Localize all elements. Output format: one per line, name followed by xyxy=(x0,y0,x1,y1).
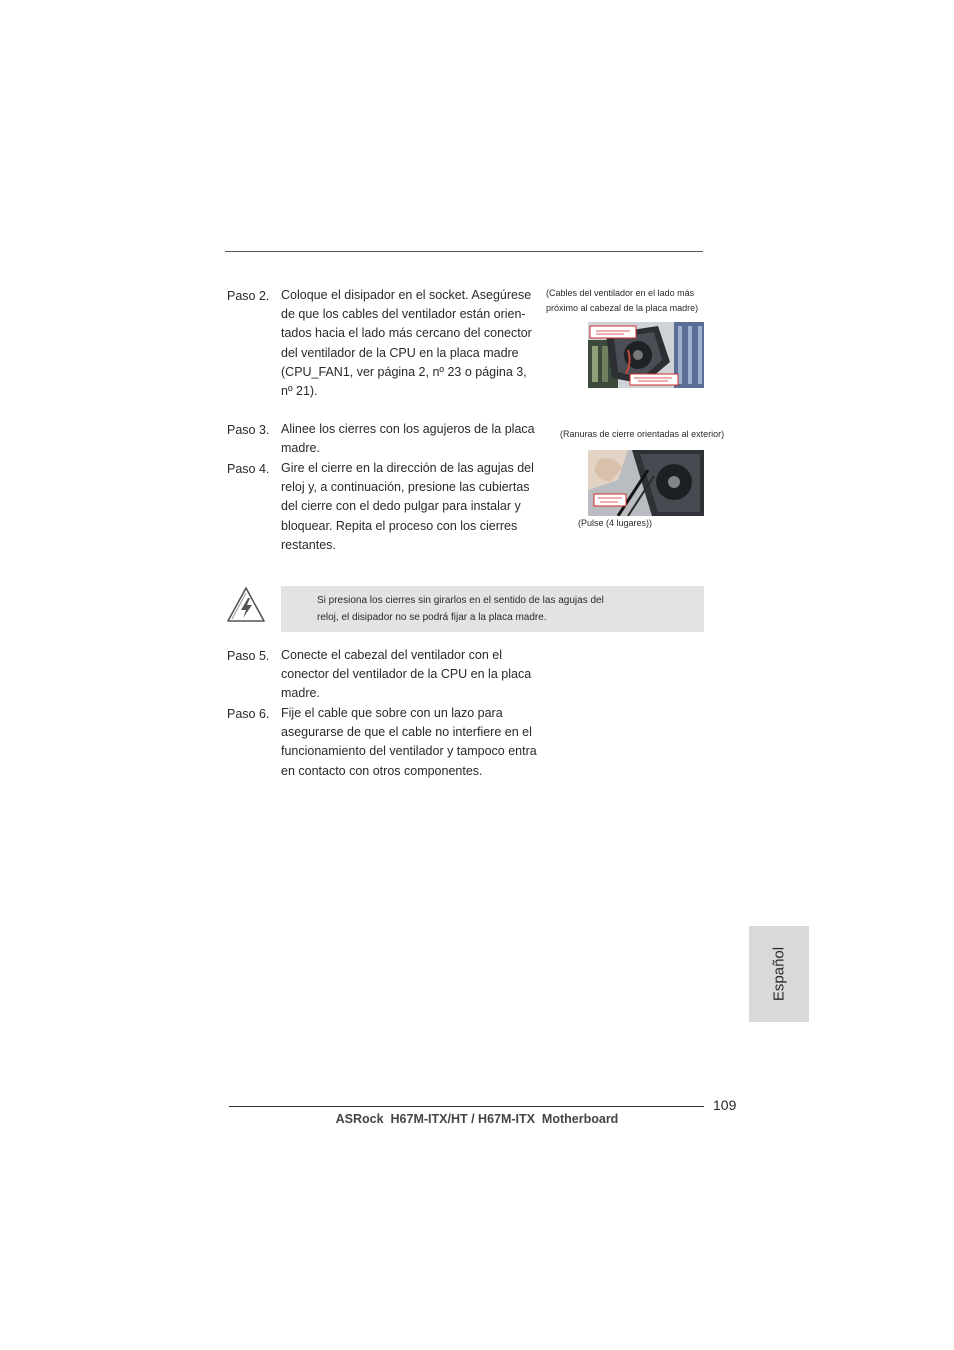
step-2-line: del ventilador de la CPU en la placa madre xyxy=(281,345,519,360)
step-5-text xyxy=(281,646,549,704)
step-4-text xyxy=(281,459,549,555)
step-2-line: tados hacia el lado más cercano del conector xyxy=(281,326,532,341)
heatsink-cables-photo xyxy=(588,322,704,388)
step-4-line: del cierre con el dedo pulgar para instalar y xyxy=(281,499,521,514)
step-5-label: Paso 5. xyxy=(227,649,270,663)
step-2-line: de que los cables del ventilador están orien- xyxy=(281,307,526,322)
step-6-line: funcionamiento del ventilador y tampoco entra xyxy=(281,744,537,759)
photo2-top-caption: (Ranuras de cierre orientadas al exterior) xyxy=(560,429,725,439)
language-tab xyxy=(749,926,809,1022)
caution-note-line: reloj, el disipador no se podrá fijar a la placa madre. xyxy=(317,611,547,623)
page-number: 109 xyxy=(713,1097,737,1113)
caution-note-text xyxy=(317,593,604,626)
photo2-bottom-caption: (Pulse (4 lugares)) xyxy=(578,518,653,528)
step-4-line: Gire el cierre en la dirección de las agujas del xyxy=(281,461,534,475)
step-2-label: Paso 2. xyxy=(227,289,270,303)
step-6-text xyxy=(281,704,549,781)
step-3-line: madre. xyxy=(281,441,320,456)
caution-note-line: Si presiona los cierres sin girarlos en el sentido de las agujas del xyxy=(317,595,604,606)
step-3-label: Paso 3. xyxy=(227,423,270,437)
photo1-caption xyxy=(546,286,698,316)
step-2-line: (CPU_FAN1, ver página 2, nº 23 o página 3, xyxy=(281,364,527,379)
step-5-line: madre. xyxy=(281,686,320,701)
step-3-text xyxy=(281,420,549,458)
step-2-line: Coloque el disipador en el socket. Asegúrese xyxy=(281,288,532,302)
step-6-line: asegurarse de que el cable no interfiere en el xyxy=(281,725,532,740)
warning-icon xyxy=(225,585,267,625)
step-3-line: Alinee los cierres con los agujeros de la placa xyxy=(281,422,535,436)
step-6-line: Fije el cable que sobre con un lazo para xyxy=(281,706,503,720)
photo1-caption-line: próximo al cabezal de la placa madre) xyxy=(546,303,699,313)
footer-divider xyxy=(229,1106,704,1107)
step-5-line: Conecte el cabezal del ventilador con el xyxy=(281,648,502,662)
step-4-line: reloj y, a continuación, presione las cubiertas xyxy=(281,480,530,495)
top-divider xyxy=(225,251,703,252)
step-5-line: conector del ventilador de la CPU en la placa xyxy=(281,667,532,682)
step-4-label: Paso 4. xyxy=(227,462,270,476)
language-tab-label: Español xyxy=(770,946,788,1002)
step-6-line: en contacto con otros componentes. xyxy=(281,763,483,778)
step-4-line: bloquear. Repita el proceso con los cierres xyxy=(281,518,518,533)
step-6-label: Paso 6. xyxy=(227,707,270,721)
footer-title: ASRock H67M-ITX/HT / H67M-ITX Motherboard xyxy=(335,1112,619,1126)
step-2-line: nº 21). xyxy=(281,384,318,399)
fastener-press-photo xyxy=(588,450,704,516)
step-4-line: restantes. xyxy=(281,537,336,552)
step-2-text xyxy=(281,286,549,401)
photo1-caption-line: (Cables del ventilador en el lado más xyxy=(546,288,695,298)
